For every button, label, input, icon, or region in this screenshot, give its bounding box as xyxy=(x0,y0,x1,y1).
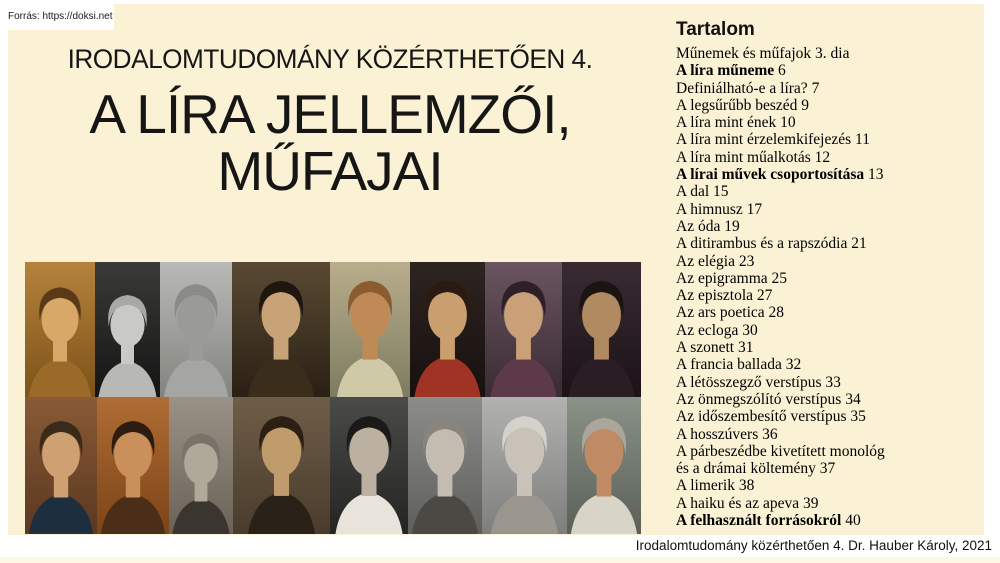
toc-entry xyxy=(676,270,982,287)
table-of-contents xyxy=(676,18,982,529)
toc-entry-page: 3. dia xyxy=(815,45,850,62)
toc-entry-label: Definiálható-e a líra? xyxy=(676,79,808,97)
portrait-bw-grey-haired-man-scarf xyxy=(482,397,567,534)
slide-title-line1: A LÍRA JELLEMZŐI, xyxy=(89,83,571,145)
portrait-bw-young-man xyxy=(330,397,408,534)
toc-entry-page: 27 xyxy=(756,287,773,305)
toc-entry-page: 37 xyxy=(819,460,836,478)
toc-entry-label: A limerik xyxy=(676,477,735,495)
toc-entry-label: A legsűrűbb beszéd xyxy=(676,96,798,114)
toc-entry-page: 30 xyxy=(742,321,758,339)
source-watermark-patch xyxy=(0,0,114,30)
toc-entry xyxy=(676,97,982,114)
toc-entry-page: 10 xyxy=(780,114,796,132)
toc-entry xyxy=(676,477,982,494)
toc-entry-label: A haiku és az apeva xyxy=(676,494,800,512)
toc-entry-page: 39 xyxy=(802,494,819,512)
toc-entry-label: A líra mint műalkotás xyxy=(676,148,811,166)
portrait-row-bottom xyxy=(25,397,641,534)
toc-entry-page: 25 xyxy=(771,269,788,287)
toc-entry xyxy=(676,391,982,408)
toc-entry xyxy=(676,166,982,183)
portrait-fresco-youth xyxy=(330,262,410,397)
toc-entry-page: 28 xyxy=(768,304,785,322)
portrait-silhouette-icon xyxy=(482,402,567,534)
portrait-bw-older-man-open-collar xyxy=(408,397,482,534)
toc-entry xyxy=(676,495,982,512)
toc-entry xyxy=(676,62,982,79)
toc-entry xyxy=(676,304,982,321)
toc-entry xyxy=(676,235,982,252)
toc-entry xyxy=(676,443,982,460)
toc-entry-label: A himnusz xyxy=(676,200,743,218)
toc-entry-page: 15 xyxy=(713,183,729,201)
toc-entry xyxy=(676,253,982,270)
toc-entry-page: 33 xyxy=(825,373,841,391)
source-url-label: Forrás: https://doksi.net xyxy=(8,11,113,22)
toc-entries xyxy=(676,45,982,529)
toc-entry-label: A dal xyxy=(676,183,710,201)
portrait-photo-man-bow-tie xyxy=(169,397,233,534)
toc-entry-page: 7 xyxy=(811,79,820,97)
toc-entry-page: 40 xyxy=(845,512,861,530)
portrait-noble-red-coat xyxy=(410,262,485,397)
poet-portrait-collage xyxy=(25,262,641,534)
toc-entry-page: 13 xyxy=(868,166,884,184)
title-block xyxy=(30,44,630,200)
toc-entry-label: Az epigramma xyxy=(676,269,768,287)
toc-entry xyxy=(676,80,982,97)
toc-entry xyxy=(676,460,982,477)
portrait-painted-man-blue-bow xyxy=(25,397,97,534)
footer-credit: Irodalomtudomány közérthetően 4. Dr. Hauber Károly, 2021 xyxy=(635,538,992,553)
toc-entry-label: Az időszembesítő verstípus xyxy=(676,408,847,426)
portrait-grey-stone-statue xyxy=(160,262,232,397)
portrait-silhouette-icon xyxy=(330,267,410,397)
toc-entry-label: A létösszegző verstípus xyxy=(676,373,822,391)
toc-entry xyxy=(676,218,982,235)
toc-entry-page: 35 xyxy=(850,408,866,426)
toc-entry-label: Műnemek és műfajok xyxy=(676,45,812,62)
portrait-silhouette-icon xyxy=(567,402,641,534)
portrait-color-photo-white-beard-man xyxy=(567,397,641,534)
portrait-silhouette-icon xyxy=(562,267,641,397)
toc-entry-label: és a drámai költemény xyxy=(676,460,816,478)
portrait-young-poet-orange-bg xyxy=(97,397,169,534)
portrait-silhouette-icon xyxy=(160,267,232,397)
toc-entry xyxy=(676,408,982,425)
toc-entry-page: 38 xyxy=(738,477,755,495)
toc-entry xyxy=(676,512,982,529)
toc-entry xyxy=(676,114,982,131)
portrait-ancient-mosaic-woman xyxy=(25,262,95,397)
portrait-silhouette-icon xyxy=(233,402,330,534)
toc-entry-label: Az önmegszólító verstípus xyxy=(676,390,842,408)
toc-entry xyxy=(676,201,982,218)
toc-entry xyxy=(676,149,982,166)
portrait-silhouette-icon xyxy=(169,402,233,534)
toc-entry-page: 21 xyxy=(851,235,867,253)
toc-entry xyxy=(676,287,982,304)
toc-entry-page: 11 xyxy=(855,131,870,149)
toc-entry-label: A felhasznált forrásokról xyxy=(676,512,842,530)
toc-entry-label: A hosszúvers xyxy=(676,425,759,443)
toc-entry-page: 19 xyxy=(724,217,740,235)
portrait-marble-bust-bearded xyxy=(95,262,160,397)
portrait-silhouette-icon xyxy=(95,267,160,397)
portrait-silhouette-icon xyxy=(330,402,408,534)
toc-entry-page: 32 xyxy=(785,356,802,374)
portrait-silhouette-icon xyxy=(408,402,482,534)
toc-entry-label: A párbeszédbe kivetített monológ xyxy=(676,442,885,460)
slide-title-line2: MŰFAJAI xyxy=(217,140,443,202)
toc-entry-page: 31 xyxy=(738,339,754,357)
toc-entry-label: Az óda xyxy=(676,217,721,235)
portrait-man-purple-coat xyxy=(485,262,562,397)
next-slide-edge xyxy=(0,557,1000,563)
series-kicker: IRODALOMTUDOMÁNY KÖZÉRTHETŐEN 4. xyxy=(67,44,593,74)
toc-entry-label: A líra műneme xyxy=(676,62,775,80)
toc-entry-label: A francia ballada xyxy=(676,356,782,374)
toc-entry-label: Az ars poetica xyxy=(676,304,765,322)
toc-entry xyxy=(676,426,982,443)
toc-entry-page: 9 xyxy=(801,96,810,114)
toc-entry xyxy=(676,356,982,373)
toc-entry-label: A líra mint érzelemkifejezés xyxy=(676,131,852,149)
slide-title xyxy=(30,83,630,202)
toc-entry xyxy=(676,339,982,356)
toc-entry xyxy=(676,131,982,148)
toc-entry-label: Az episztola xyxy=(676,287,754,305)
toc-entry-label: Az ecloga xyxy=(676,321,739,339)
toc-entry xyxy=(676,374,982,391)
toc-entry-page: 36 xyxy=(762,425,778,443)
toc-entry-label: A lírai művek csoportosítása xyxy=(676,166,865,184)
toc-entry-label: Az elégia xyxy=(676,252,735,270)
portrait-silhouette-icon xyxy=(97,402,169,534)
toc-entry-label: A szonett xyxy=(676,339,735,357)
portrait-renaissance-man-cap xyxy=(232,262,330,397)
portrait-silhouette-icon xyxy=(410,267,485,397)
toc-entry xyxy=(676,45,982,62)
toc-entry-page: 34 xyxy=(845,390,861,408)
portrait-silhouette-icon xyxy=(485,267,562,397)
portrait-row-top xyxy=(25,262,641,397)
toc-entry-page: 6 xyxy=(778,62,786,80)
toc-entry-page: 23 xyxy=(738,252,755,270)
toc-entry xyxy=(676,322,982,339)
portrait-sepia-man-head-on-hand xyxy=(233,397,330,534)
toc-entry-label: A ditirambus és a rapszódia xyxy=(676,235,848,253)
toc-heading: Tartalom xyxy=(676,19,755,40)
toc-entry-label: A líra mint ének xyxy=(676,114,777,132)
toc-entry xyxy=(676,183,982,200)
portrait-man-dark-uniform-chain xyxy=(562,262,641,397)
portrait-silhouette-icon xyxy=(25,402,97,534)
portrait-silhouette-icon xyxy=(232,267,330,397)
toc-entry-page: 17 xyxy=(746,200,763,218)
toc-entry-page: 12 xyxy=(814,148,831,166)
portrait-silhouette-icon xyxy=(25,267,95,397)
